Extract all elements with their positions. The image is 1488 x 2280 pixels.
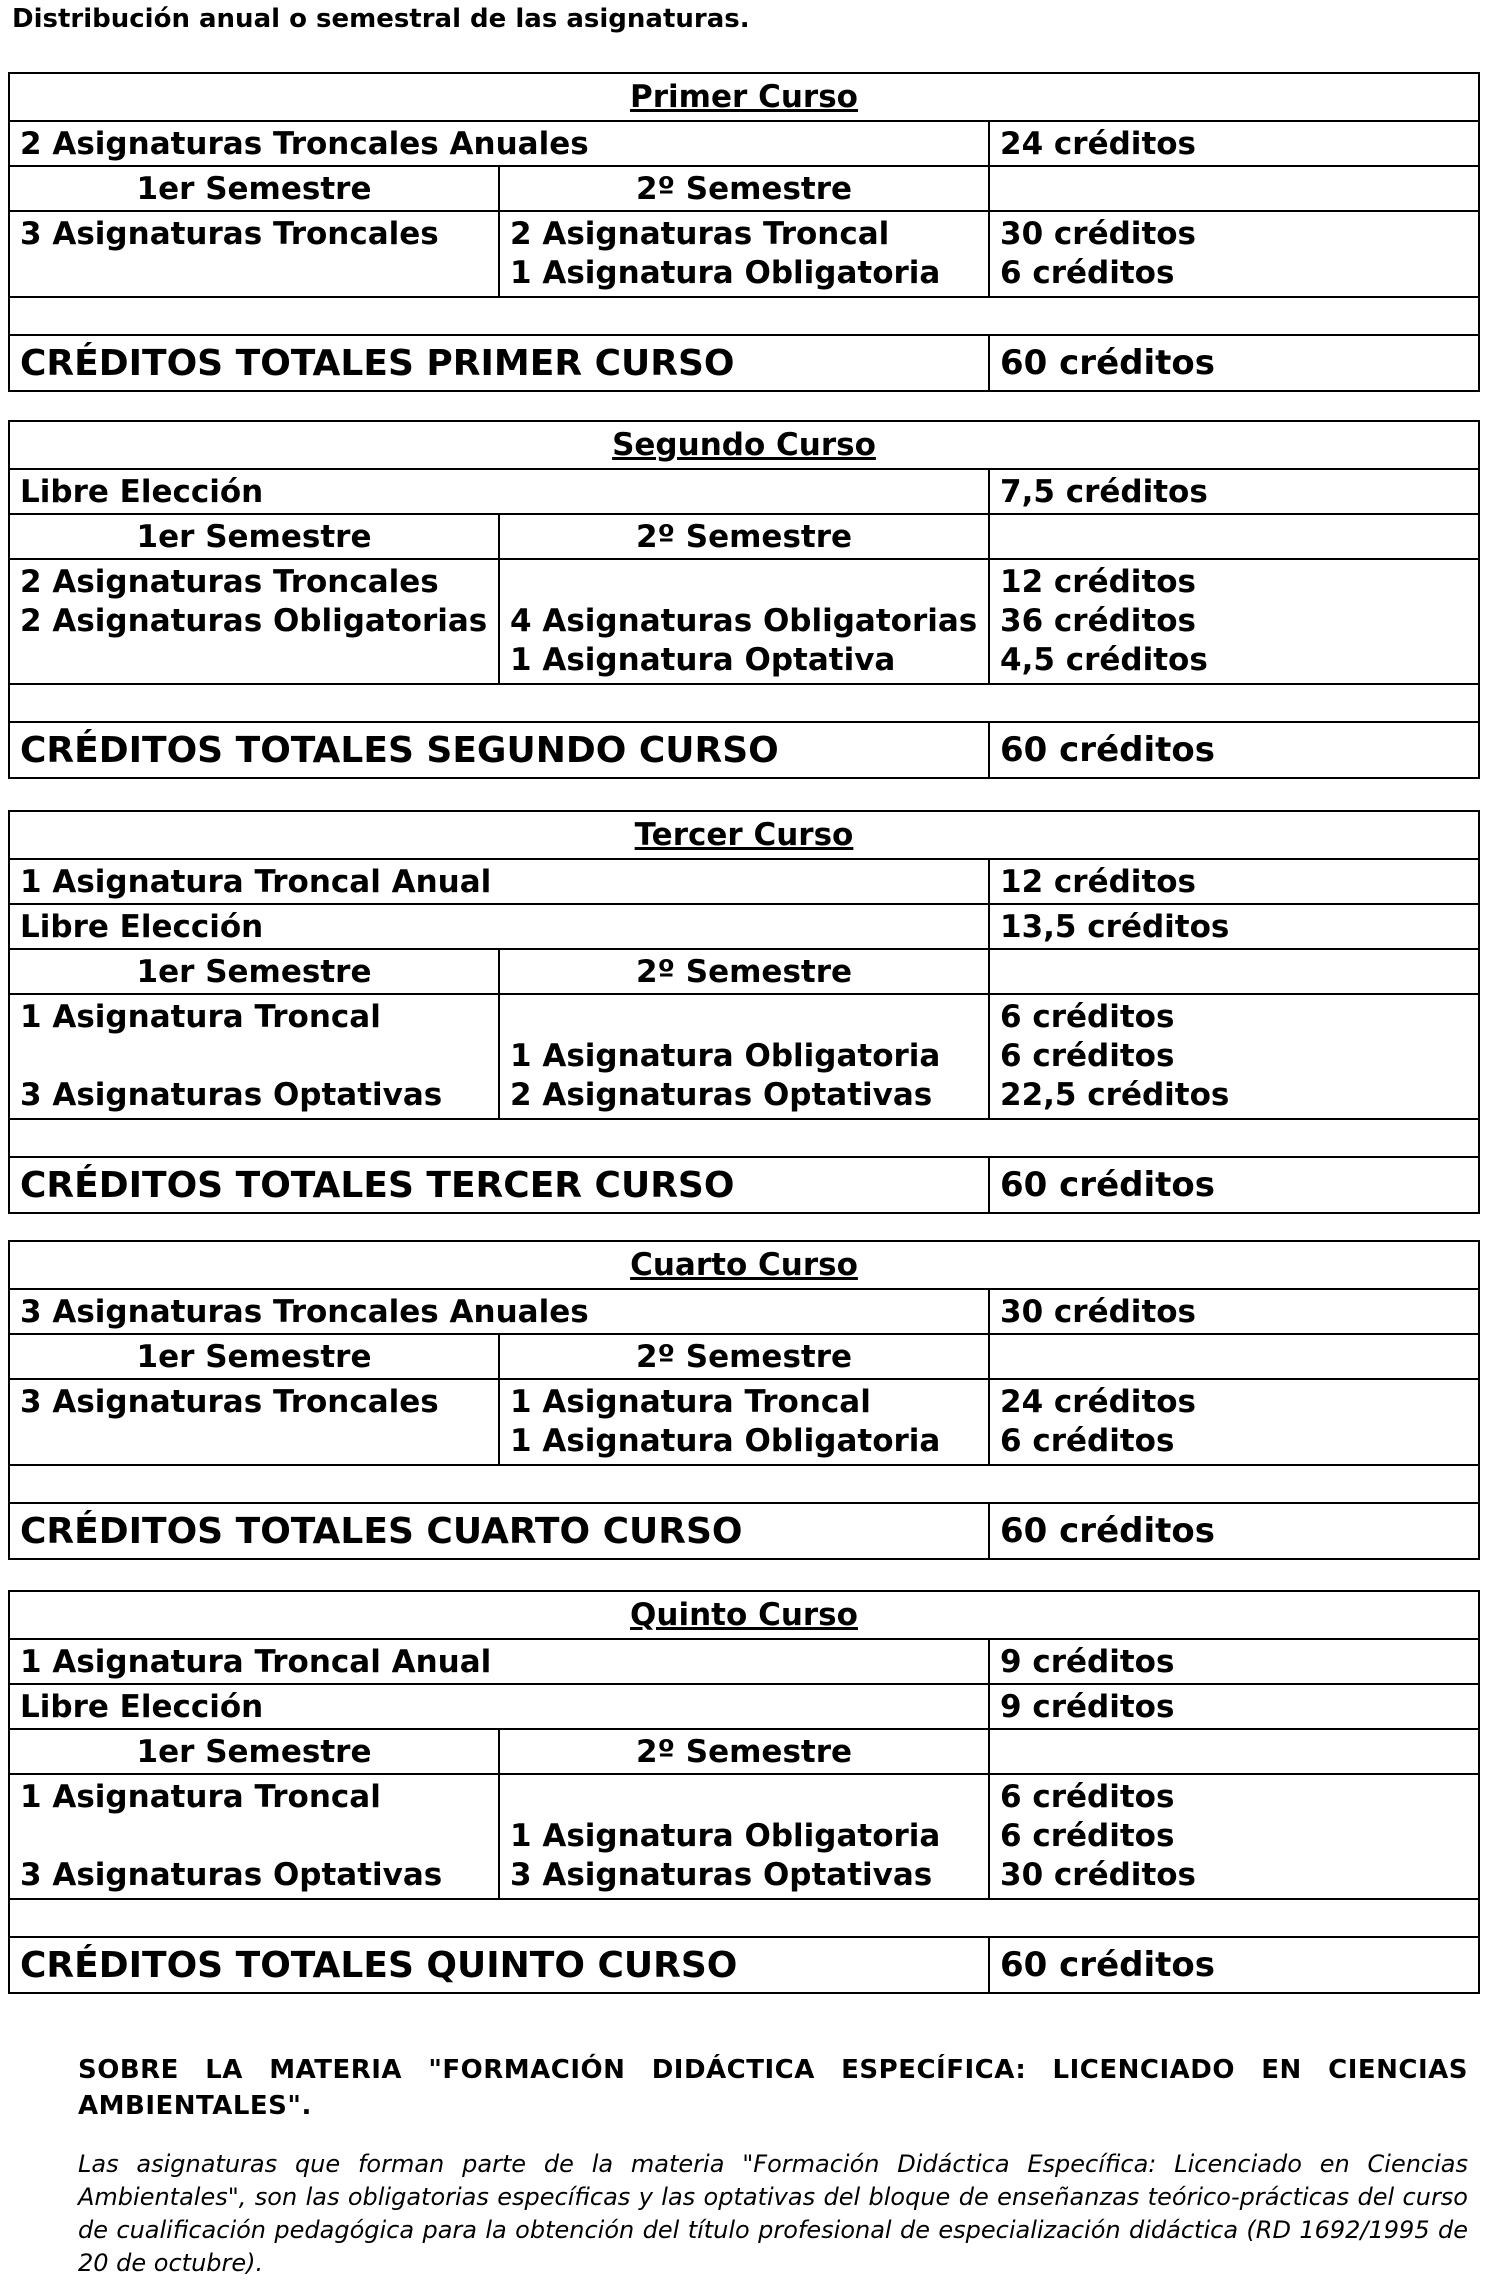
semester-1-subjects: 1 Asignatura Troncal 3 Asignaturas Optativas xyxy=(9,994,499,1119)
semester-1-subjects: 2 Asignaturas Troncales 2 Asignaturas Obligatorias xyxy=(9,559,499,684)
annual-subject-label: Libre Elección xyxy=(9,1684,989,1729)
page-heading: Distribución anual o semestral de las asignaturas. xyxy=(12,4,750,34)
semester-header-credits-blank xyxy=(989,1334,1479,1379)
note-title: SOBRE LA MATERIA "FORMACIÓN DIDÁCTICA ESPECÍFICA: LICENCIADO EN CIENCIAS AMBIENTALES". xyxy=(78,2055,1468,2121)
course-title: Quinto Curso xyxy=(9,1591,1479,1639)
semester-2-subjects: 4 Asignaturas Obligatorias 1 Asignatura Optativa xyxy=(499,559,989,684)
total-label: CRÉDITOS TOTALES TERCER CURSO xyxy=(9,1157,989,1213)
total-credits: 60 créditos xyxy=(989,1937,1479,1993)
course-table-tercer xyxy=(8,810,1480,1214)
course-table-segundo xyxy=(8,420,1480,779)
semester-credits: 6 créditos 6 créditos 22,5 créditos xyxy=(989,994,1479,1119)
annual-subject-credits: 7,5 créditos xyxy=(989,469,1479,514)
annual-subject-label: 1 Asignatura Troncal Anual xyxy=(9,1639,989,1684)
course-title: Segundo Curso xyxy=(9,421,1479,469)
course-table-primer xyxy=(8,72,1480,392)
semester-credits: 6 créditos 6 créditos 30 créditos xyxy=(989,1774,1479,1899)
semester-credits: 24 créditos 6 créditos xyxy=(989,1379,1479,1465)
semester-2-subjects: 1 Asignatura Obligatoria 2 Asignaturas Optativas xyxy=(499,994,989,1119)
course-title: Tercer Curso xyxy=(9,811,1479,859)
annual-subject-label: 3 Asignaturas Troncales Anuales xyxy=(9,1289,989,1334)
total-credits: 60 créditos xyxy=(989,1157,1479,1213)
annual-subject-label: Libre Elección xyxy=(9,469,989,514)
semester-2-subjects: 2 Asignaturas Troncal 1 Asignatura Obligatoria xyxy=(499,211,989,297)
semester-2-header: 2º Semestre xyxy=(499,514,989,559)
spacer-row xyxy=(9,1465,1479,1503)
semester-2-header: 2º Semestre xyxy=(499,166,989,211)
semester-2-header: 2º Semestre xyxy=(499,949,989,994)
annual-subject-credits: 9 créditos xyxy=(989,1684,1479,1729)
course-table-cuarto xyxy=(8,1240,1480,1560)
semester-2-header: 2º Semestre xyxy=(499,1729,989,1774)
total-label: CRÉDITOS TOTALES CUARTO CURSO xyxy=(9,1503,989,1559)
semester-1-subjects: 3 Asignaturas Troncales xyxy=(9,1379,499,1465)
spacer-row xyxy=(9,1119,1479,1157)
semester-2-subjects: 1 Asignatura Troncal 1 Asignatura Obligatoria xyxy=(499,1379,989,1465)
semester-1-header: 1er Semestre xyxy=(9,166,499,211)
total-label: CRÉDITOS TOTALES SEGUNDO CURSO xyxy=(9,722,989,778)
semester-credits: 12 créditos 36 créditos 4,5 créditos xyxy=(989,559,1479,684)
course-title: Cuarto Curso xyxy=(9,1241,1479,1289)
semester-1-header: 1er Semestre xyxy=(9,514,499,559)
total-label: CRÉDITOS TOTALES QUINTO CURSO xyxy=(9,1937,989,1993)
total-credits: 60 créditos xyxy=(989,1503,1479,1559)
semester-1-header: 1er Semestre xyxy=(9,949,499,994)
semester-1-header: 1er Semestre xyxy=(9,1729,499,1774)
semester-2-header: 2º Semestre xyxy=(499,1334,989,1379)
total-credits: 60 créditos xyxy=(989,722,1479,778)
semester-header-credits-blank xyxy=(989,166,1479,211)
semester-header-credits-blank xyxy=(989,1729,1479,1774)
spacer-row xyxy=(9,1899,1479,1937)
semester-1-subjects: 3 Asignaturas Troncales xyxy=(9,211,499,297)
total-credits: 60 créditos xyxy=(989,335,1479,391)
total-label: CRÉDITOS TOTALES PRIMER CURSO xyxy=(9,335,989,391)
spacer-row xyxy=(9,297,1479,335)
annual-subject-credits: 13,5 créditos xyxy=(989,904,1479,949)
annual-subject-label: 2 Asignaturas Troncales Anuales xyxy=(9,121,989,166)
course-title: Primer Curso xyxy=(9,73,1479,121)
semester-2-subjects: 1 Asignatura Obligatoria 3 Asignaturas Optativas xyxy=(499,1774,989,1899)
annual-subject-credits: 24 créditos xyxy=(989,121,1479,166)
annual-subject-credits: 12 créditos xyxy=(989,859,1479,904)
semester-header-credits-blank xyxy=(989,514,1479,559)
semester-1-subjects: 1 Asignatura Troncal 3 Asignaturas Optativas xyxy=(9,1774,499,1899)
course-table-quinto xyxy=(8,1590,1480,1994)
annual-subject-credits: 9 créditos xyxy=(989,1639,1479,1684)
spacer-row xyxy=(9,684,1479,722)
semester-header-credits-blank xyxy=(989,949,1479,994)
semester-1-header: 1er Semestre xyxy=(9,1334,499,1379)
note-body: Las asignaturas que forman parte de la materia "Formación Didáctica Específica: Licenciado en Ciencias Ambientales", son las obligatorias específicas y las optativas del bloque de enseñanzas teórico-prácticas del curso de cualificación pedagógica para la obtención del título profesional de especialización didáctica (RD 1692/1995 de 20 de octubre). xyxy=(78,2150,1468,2277)
annual-subject-label: Libre Elección xyxy=(9,904,989,949)
semester-credits: 30 créditos 6 créditos xyxy=(989,211,1479,297)
annual-subject-label: 1 Asignatura Troncal Anual xyxy=(9,859,989,904)
annual-subject-credits: 30 créditos xyxy=(989,1289,1479,1334)
